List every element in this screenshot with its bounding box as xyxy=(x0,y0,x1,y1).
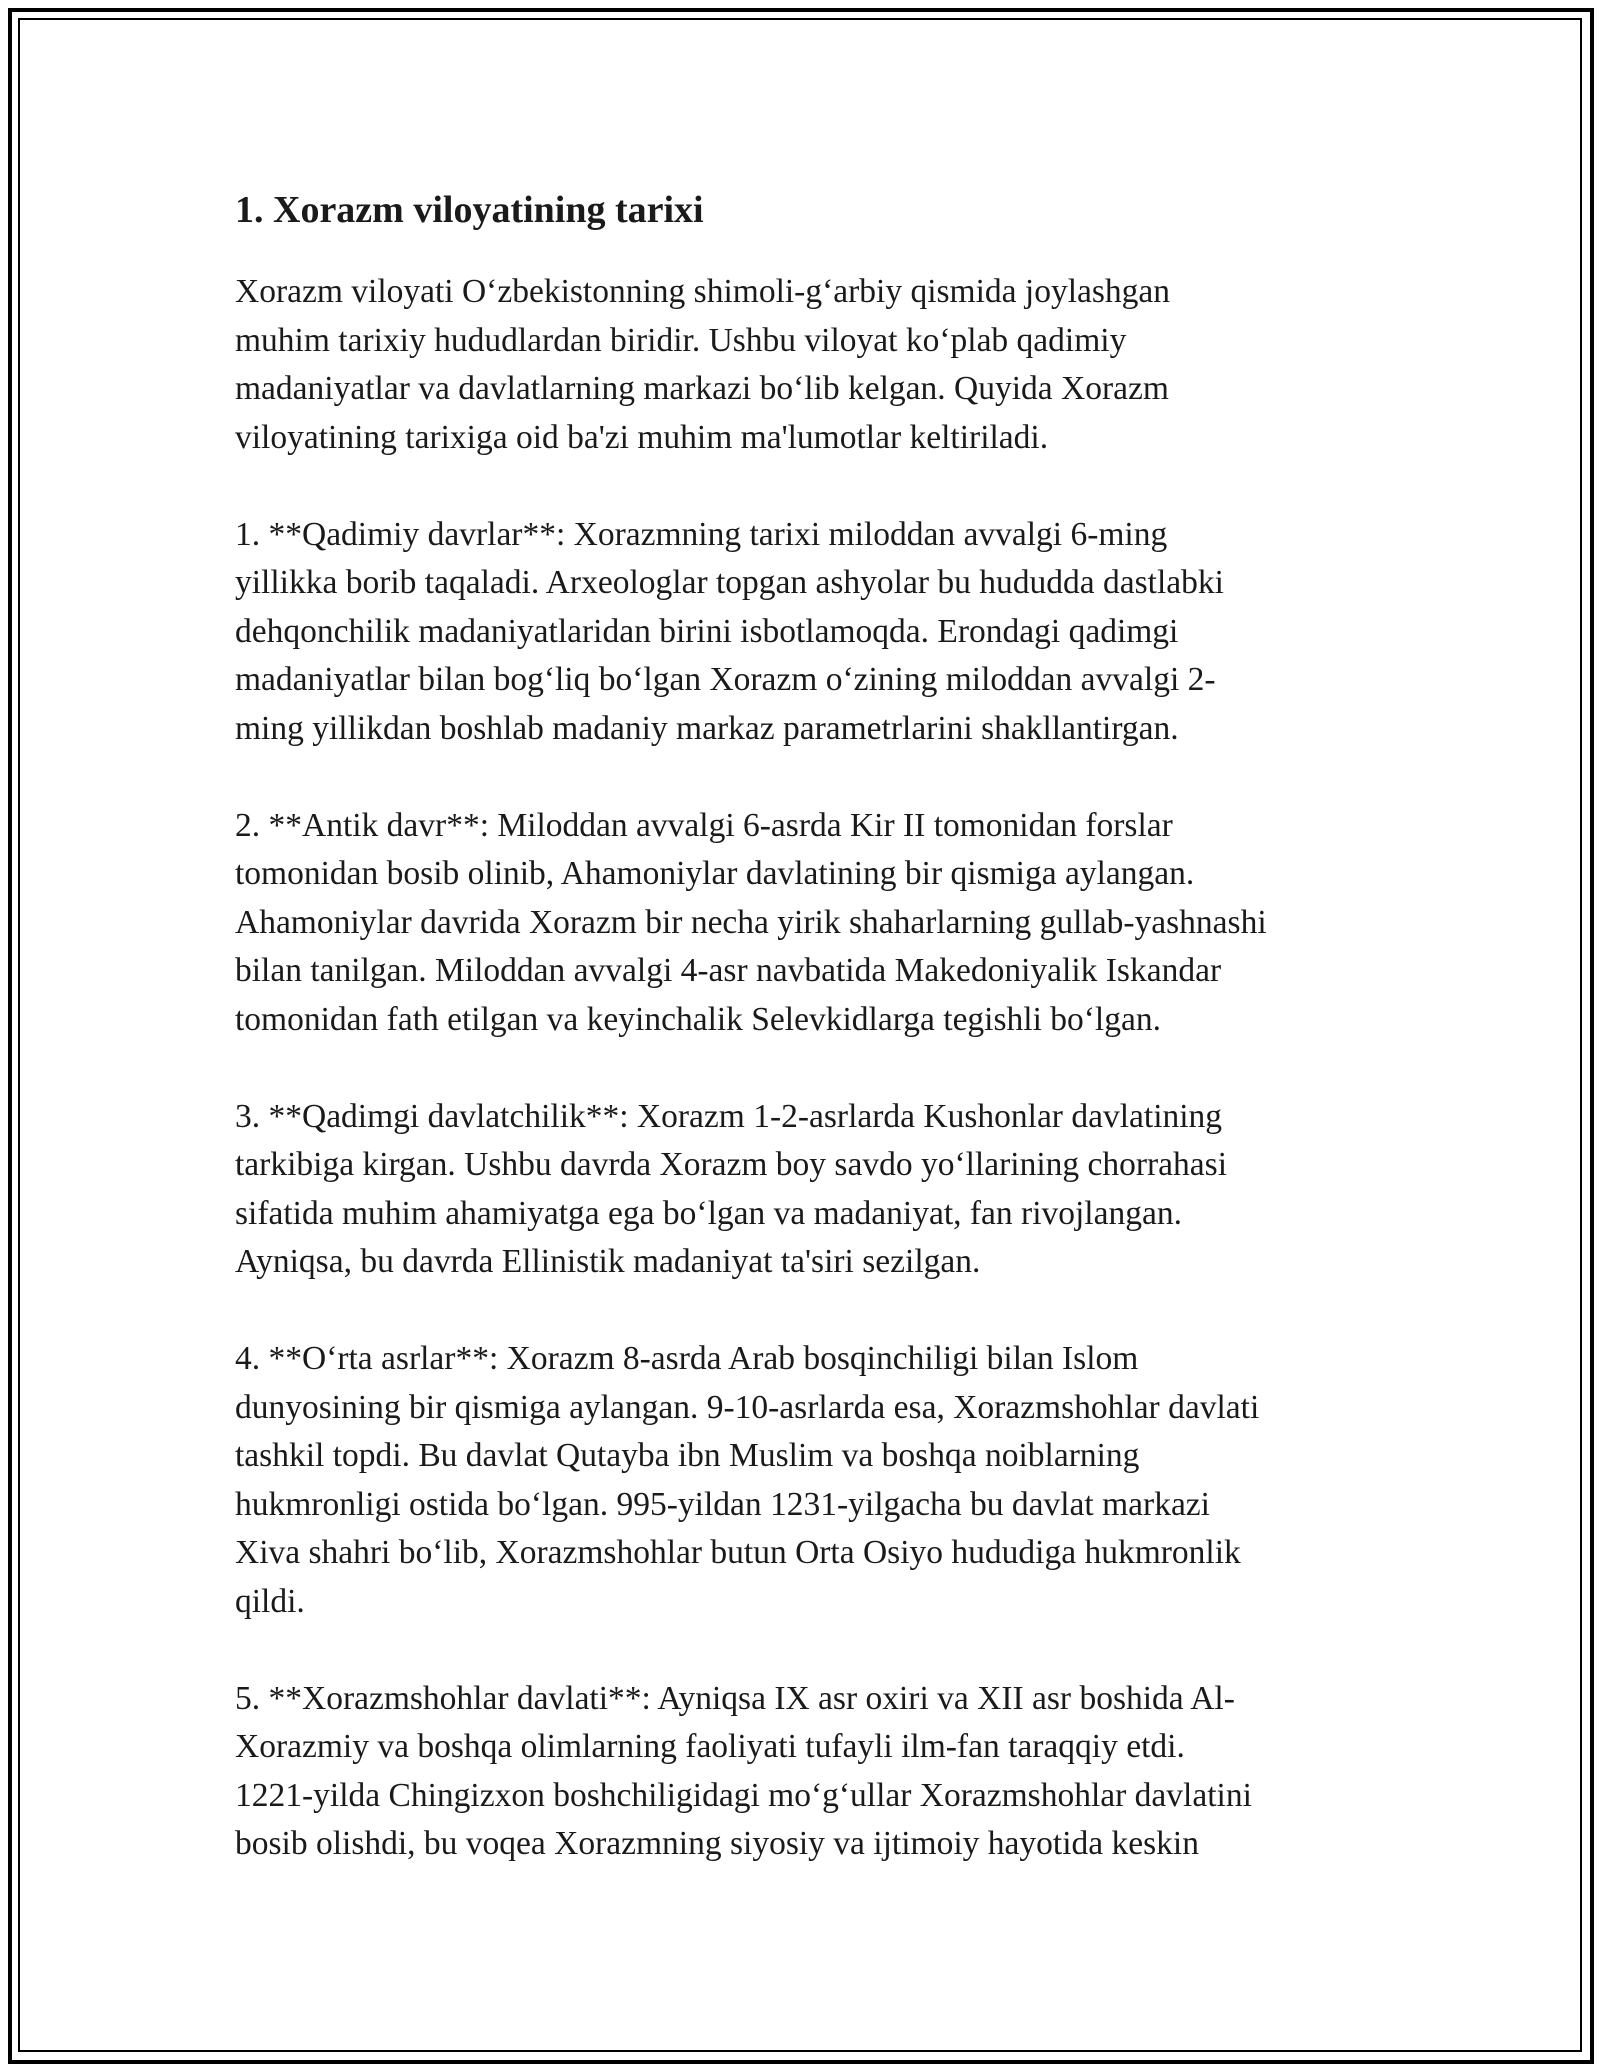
text-line: tomonidan bosib olinib, Ahamoniylar davlatining bir qismiga aylangan. xyxy=(235,855,1195,892)
text-line: 2. **Antik davr**: Miloddan avvalgi 6-asrda Kir II tomonidan forslar xyxy=(235,806,1173,844)
document-body xyxy=(235,180,1385,1917)
text-line: bosib olishdi, bu voqea Xorazmning siyosiy va ijtimoiy hayotida keskin xyxy=(235,1825,1199,1862)
text-line: 4. **O‘rta asrlar**: Xorazm 8-asrda Arab bosqinchiligi bilan Islom xyxy=(235,1340,1139,1377)
text-line: Xorazm viloyati O‘zbekistonning shimoli-g‘arbiy qismida joylashgan xyxy=(235,273,1171,310)
paragraph-item-5 xyxy=(235,1675,1385,1869)
paragraph-item-2 xyxy=(235,802,1385,1045)
text-line: ming yillikdan boshlab madaniy markaz parametrlarini shakllantirgan. xyxy=(235,709,1179,747)
paragraph-item-4 xyxy=(235,1335,1385,1626)
text-line: dehqonchilik madaniyatlaridan birini isbotlamoqda. Erondagi qadimgi xyxy=(235,612,1179,650)
text-line: Xorazmiy va boshqa olimlarning faoliyati tufayli ilm-fan taraqqiy etdi. xyxy=(235,1728,1185,1765)
text-line: viloyatining tarixiga oid ba'zi muhim ma'lumotlar keltiriladi. xyxy=(235,418,1049,456)
text-line: Ayniqsa, bu davrda Ellinistik madaniyat ta'siri sezilgan. xyxy=(235,1243,981,1280)
text-line: bilan tanilgan. Miloddan avvalgi 4-asr navbatida Makedoniyalik Iskandar xyxy=(235,952,1222,989)
text-line: 1221-yilda Chingizxon boshchiligidagi mo‘g‘ullar Xorazmshohlar davlatini xyxy=(235,1776,1252,1814)
text-line: madaniyatlar va davlatlarning markazi bo‘lib kelgan. Quyida Xorazm xyxy=(235,370,1169,407)
text-line: sifatida muhim ahamiyatga ega bo‘lgan va madaniyat, fan rivojlangan. xyxy=(235,1194,1182,1232)
text-line: 1. **Qadimiy davrlar**: Xorazmning tarixi miloddan avvalgi 6-ming xyxy=(235,515,1168,553)
text-line: yillikka borib taqaladi. Arxeologlar topgan ashyolar bu hududda dastlabki xyxy=(235,564,1224,601)
text-line: muhim tarixiy hududlardan biridir. Ushbu viloyat ko‘plab qadimiy xyxy=(235,321,1127,359)
document-title: 1. Xorazm viloyatining tarixi xyxy=(235,189,704,231)
text-line: qildi. xyxy=(235,1582,305,1620)
text-line: Xiva shahri bo‘lib, Xorazmshohlar butun Orta Osiyo hududiga hukmronlik xyxy=(235,1534,1241,1571)
paragraph-item-3 xyxy=(235,1093,1385,1287)
text-line: tashkil topdi. Bu davlat Qutayba ibn Muslim va boshqa noiblarning xyxy=(235,1437,1140,1474)
text-line: dunyosining bir qismiga aylangan. 9-10-asrlarda esa, Xorazmshohlar davlati xyxy=(235,1388,1260,1426)
text-line: 5. **Xorazmshohlar davlati**: Ayniqsa IX asr oxiri va XII asr boshida Al- xyxy=(235,1679,1235,1717)
text-line: tomonidan fath etilgan va keyinchalik Selevkidlarga tegishli bo‘lgan. xyxy=(235,1000,1161,1038)
paragraph-item-1 xyxy=(235,511,1385,754)
text-line: Ahamoniylar davrida Xorazm bir necha yirik shaharlarning gullab-yashnashi xyxy=(235,903,1267,941)
text-line: madaniyatlar bilan bog‘liq bo‘lgan Xorazm o‘zining miloddan avvalgi 2- xyxy=(235,661,1216,698)
text-line: hukmronligi ostida bo‘lgan. 995-yildan 1231-yilgacha bu davlat markazi xyxy=(235,1485,1210,1523)
text-line: tarkibiga kirgan. Ushbu davrda Xorazm boy savdo yo‘llarining chorrahasi xyxy=(235,1146,1228,1183)
paragraph-intro xyxy=(235,268,1385,462)
text-line: 3. **Qadimgi davlatchilik**: Xorazm 1-2-asrlarda Kushonlar davlatining xyxy=(235,1097,1223,1135)
